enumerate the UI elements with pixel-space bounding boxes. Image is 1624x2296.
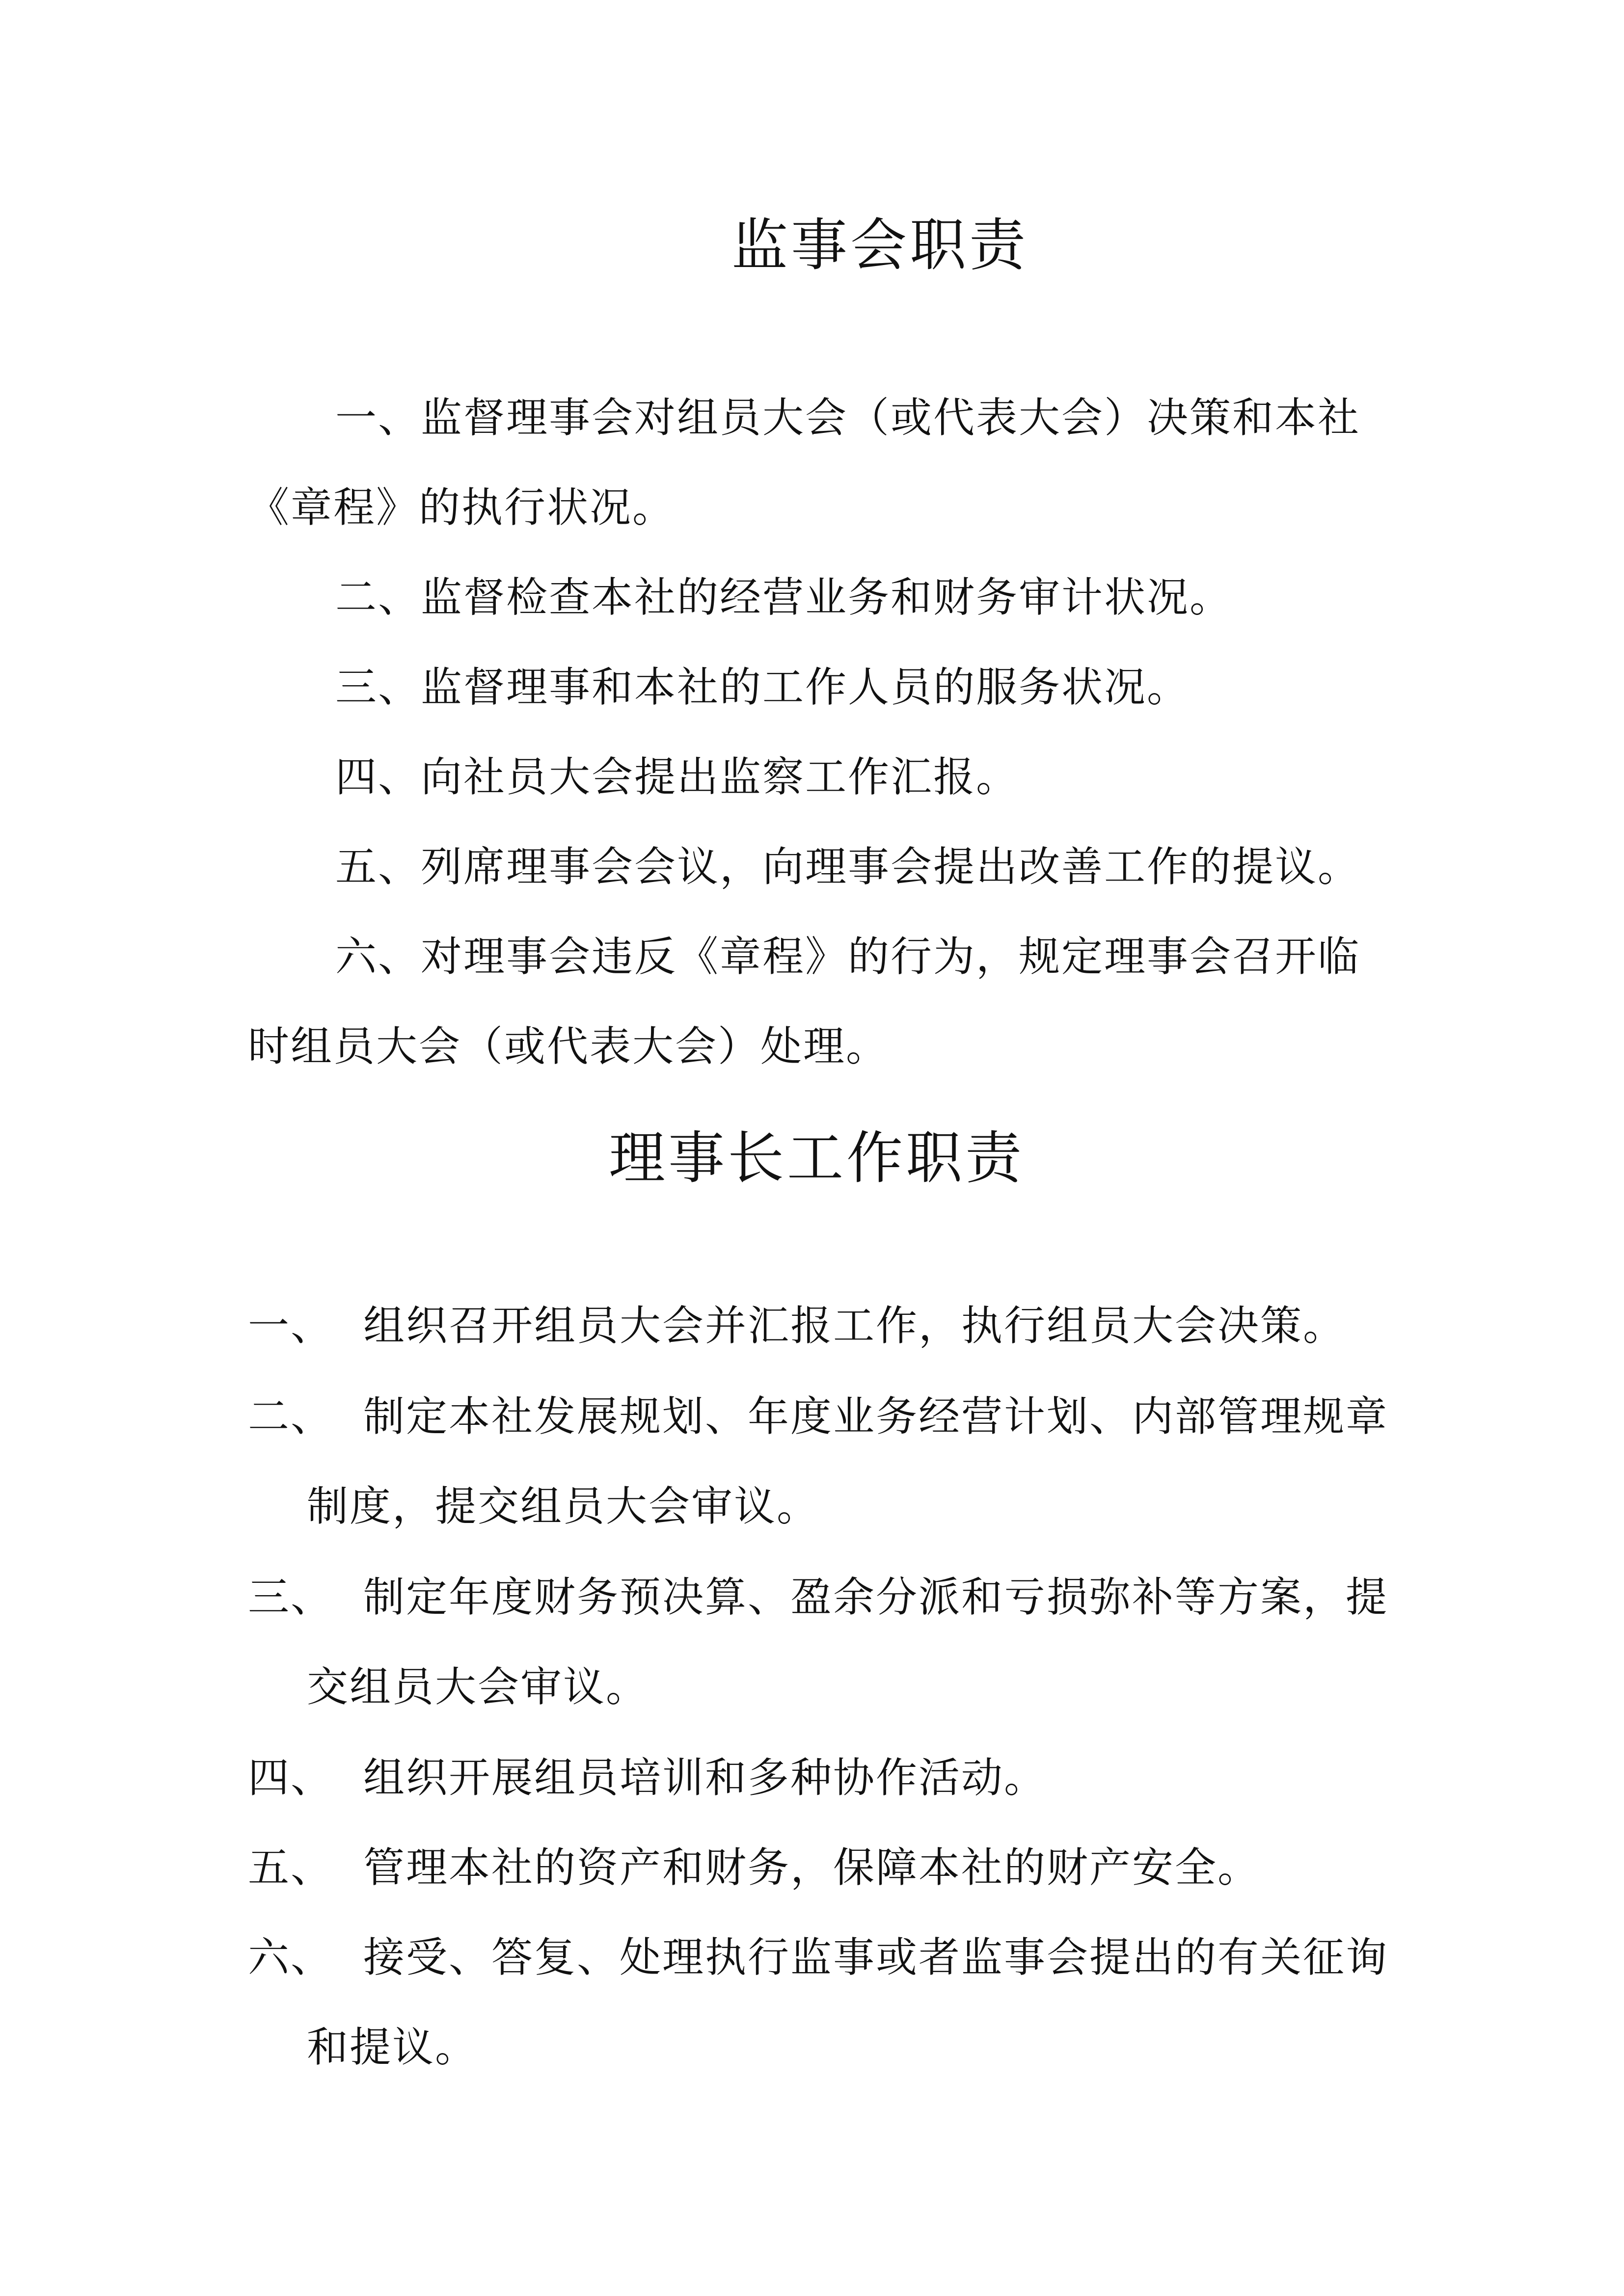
supervisory-duty-4: 四、向社员大会提出监察工作汇报。 [335, 753, 1019, 801]
supervisory-duty-3: 三、监督理事和本社的工作人员的服务状况。 [335, 663, 1190, 711]
list-number: 三、 [248, 1573, 334, 1621]
chairman-duty-1 [248, 1281, 1392, 1371]
supervisory-duty-1: 一、监督理事会对组员大会（或代表大会）决策和本社《章程》的执行状况。 [248, 394, 1361, 532]
list-number: 六、 [248, 1933, 334, 1981]
chairman-duty-3 [248, 1552, 1392, 1732]
list-item-text: 制定本社发展规划、年度业务经营计划、内部管理规章制度，提交组员大会审议。 [307, 1392, 1389, 1530]
list-item-text: 制定年度财务预决算、盈余分派和亏损弥补等方案，提交组员大会审议。 [307, 1573, 1389, 1711]
chairman-duty-6 [248, 1913, 1392, 2092]
list-item-text: 管理本社的资产和财务，保障本社的财产安全。 [363, 1843, 1261, 1892]
section-title-supervisory-board: 监事会职责 [731, 213, 1029, 278]
chairman-duty-5 [248, 1823, 1392, 1913]
chairman-duty-2 [248, 1372, 1392, 1551]
list-item-text: 接受、答复、处理执行监事或者监事会提出的有关征询和提议。 [307, 1933, 1389, 2071]
supervisory-duty-6: 六、对理事会违反《章程》的行为，规定理事会召开临时组员大会（或代表大会）处理。 [248, 933, 1361, 1070]
list-number: 一、 [248, 1302, 334, 1350]
list-number: 五、 [248, 1843, 334, 1892]
list-number: 四、 [248, 1754, 334, 1802]
chairman-duty-4 [248, 1733, 1392, 1823]
list-item-text: 组织召开组员大会并汇报工作，执行组员大会决策。 [363, 1302, 1346, 1350]
list-number: 二、 [248, 1392, 334, 1441]
supervisory-duty-5: 五、列席理事会会议，向理事会提出改善工作的提议。 [335, 843, 1361, 891]
supervisory-duty-2: 二、监督检查本社的经营业务和财务审计状况。 [335, 573, 1233, 621]
section-title-chairman-duties: 理事长工作职责 [609, 1125, 1025, 1191]
list-item-text: 组织开展组员培训和多种协作活动。 [363, 1754, 1047, 1802]
